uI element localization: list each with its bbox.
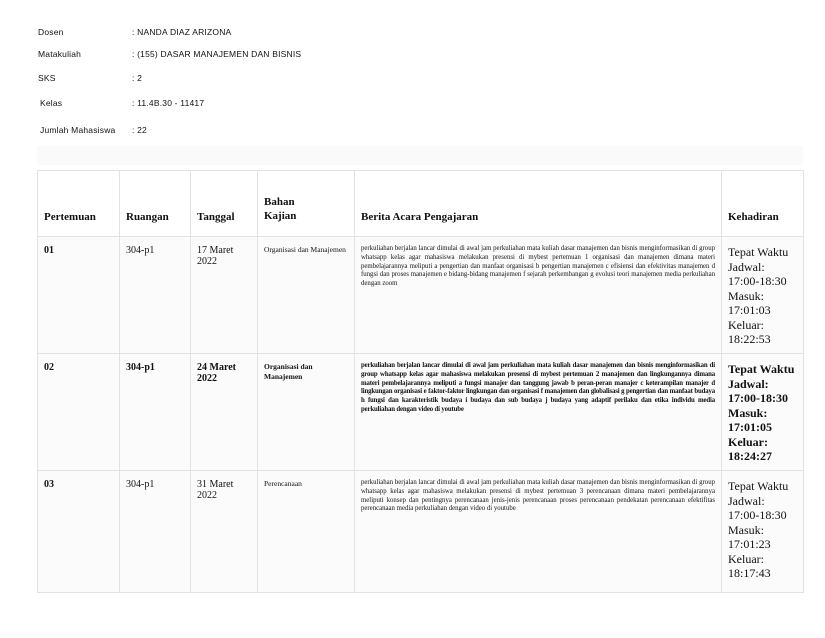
cell-ruangan: 304-p1 bbox=[120, 354, 191, 471]
table-row bbox=[38, 237, 804, 354]
cell-ruangan: 304-p1 bbox=[120, 237, 191, 354]
kehadiran-status: Tepat Waktu bbox=[728, 362, 795, 376]
cell-pertemuan: 02 bbox=[38, 354, 120, 471]
table-row bbox=[38, 354, 804, 471]
table-header-row bbox=[38, 171, 804, 237]
cell-berita-acara: perkuliahan berjalan lancar dimulai di awal jam perkuliahan mata kuliah dasar manajemen dan bisnis menginformasikan di group whatsapp kelas agar mahasiswa melakukan presensi di mybest pertemuan 2 manajemen dan lingkungannya dimana materi pembelajarannya meliputi a fungsi manajer dan tanggung jawab b peran-peran manajer c keterampilan manajer d lingkungan organisasi e faktor-faktor lingkungan dan organisasi f manajemen dan globalisasi g pengertian dan manfaat budaya h fungsi dan karakteristik budaya i budaya dan sub budaya j budaya yang adaptif perilaku dan etika individu media perkuliahan dengan video di youtube bbox=[355, 354, 722, 471]
kehadiran-masuk-label: Masuk: bbox=[728, 288, 764, 303]
kehadiran-jadwal: 17:00-18:30 bbox=[728, 274, 787, 288]
header-pertemuan: Pertemuan bbox=[38, 171, 120, 237]
kehadiran-masuk: 17:01:05 bbox=[728, 420, 772, 434]
cell-kehadiran bbox=[722, 237, 804, 354]
attendance-table bbox=[37, 170, 804, 593]
label-kelas: Kelas bbox=[40, 98, 63, 108]
header-bahan-kajian bbox=[258, 171, 355, 237]
kehadiran-jadwal-label: Jadwal: bbox=[728, 259, 765, 274]
cell-tanggal: 31 Maret 2022 bbox=[191, 471, 258, 593]
cell-kehadiran bbox=[722, 471, 804, 593]
kehadiran-jadwal: 17:00-18:30 bbox=[728, 508, 787, 522]
label-dosen: Dosen bbox=[38, 27, 64, 37]
header-tanggal: Tanggal bbox=[191, 171, 258, 237]
cell-tanggal: 24 Maret 2022 bbox=[191, 354, 258, 471]
header-ruangan: Ruangan bbox=[120, 171, 191, 237]
header-kehadiran: Kehadiran bbox=[722, 171, 804, 237]
kehadiran-keluar: 18:24:27 bbox=[728, 449, 772, 463]
label-sks: SKS bbox=[38, 73, 56, 83]
value-kelas: : 11.4B.30 - 11417 bbox=[132, 98, 205, 108]
cell-bahan-kajian: Organisasi dan Manajemen bbox=[258, 354, 355, 471]
cell-bahan-kajian: Organisasi dan Manajemen bbox=[258, 237, 355, 354]
cell-berita-acara: perkuliahan berjalan lancar dimulai di awal jam perkuliahan mata kuliah dasar manajemen dan bisnis menginformasikan di group whatsapp kelas agar mahasiswa melakukan presensi di mybest pertemuan 3 perencanaan dimana materi pembelajarannya meliputi konsep dan pentingnya perencanaan jenis-jenis perencanaan proses perencanaan pendekatan perencanaan efektifitas perencanaan media perkuliahan dengan video di youtube bbox=[355, 471, 722, 593]
value-dosen: : NANDA DIAZ ARIZONA bbox=[132, 27, 232, 37]
kehadiran-masuk: 17:01:03 bbox=[728, 303, 771, 317]
kehadiran-keluar: 18:17:43 bbox=[728, 566, 771, 580]
cell-tanggal: 17 Maret 2022 bbox=[191, 237, 258, 354]
table-row bbox=[38, 471, 804, 593]
kehadiran-status: Tepat Waktu bbox=[728, 479, 789, 493]
label-matakuliah: Matakuliah bbox=[38, 49, 82, 59]
separator-band bbox=[37, 146, 803, 165]
kehadiran-keluar-label: Keluar: bbox=[728, 434, 768, 449]
cell-berita-acara: perkuliahan berjalan lancar dimulai di awal jam perkuliahan mata kuliah dasar manajemen dan bisnis menginformasikan di group whatsapp kelas agar mahasiswa melakukan presensi di mybest pertemuan 1 organisasi dan manajemen dimana materi pembelajarannya meliputi a pengertian dan manfaat organisasi b pengertian manajemen c efisiensi dan efektivitas manajemen d fungsi dan proses manajemen e bidang-bidang manajemen f sejarah perkembangan g evolusi teori manajemen media perkuliahan dengan zoom bbox=[355, 237, 722, 354]
kehadiran-jadwal: 17:00-18:30 bbox=[728, 391, 788, 405]
cell-bahan-kajian: Perencanaan bbox=[258, 471, 355, 593]
header-berita-acara: Berita Acara Pengajaran bbox=[355, 171, 722, 237]
cell-pertemuan: 01 bbox=[38, 237, 120, 354]
header-bahan-kajian-text: Bahan Kajian bbox=[264, 196, 297, 222]
kehadiran-masuk: 17:01:23 bbox=[728, 537, 771, 551]
kehadiran-masuk-label: Masuk: bbox=[728, 522, 764, 537]
label-jumlah-mahasiswa: Jumlah Mahasiswa bbox=[40, 125, 116, 135]
cell-kehadiran bbox=[722, 354, 804, 471]
kehadiran-keluar-label: Keluar: bbox=[728, 551, 764, 566]
value-matakuliah: : (155) DASAR MANAJEMEN DAN BISNIS bbox=[132, 49, 302, 59]
kehadiran-jadwal-label: Jadwal: bbox=[728, 376, 769, 391]
value-jumlah-mahasiswa: : 22 bbox=[132, 125, 147, 135]
cell-ruangan: 304-p1 bbox=[120, 471, 191, 593]
kehadiran-jadwal-label: Jadwal: bbox=[728, 493, 765, 508]
kehadiran-status: Tepat Waktu bbox=[728, 245, 789, 259]
kehadiran-keluar-label: Keluar: bbox=[728, 317, 764, 332]
value-sks: : 2 bbox=[132, 73, 143, 83]
kehadiran-keluar: 18:22:53 bbox=[728, 332, 771, 346]
kehadiran-masuk-label: Masuk: bbox=[728, 405, 768, 420]
cell-pertemuan: 03 bbox=[38, 471, 120, 593]
